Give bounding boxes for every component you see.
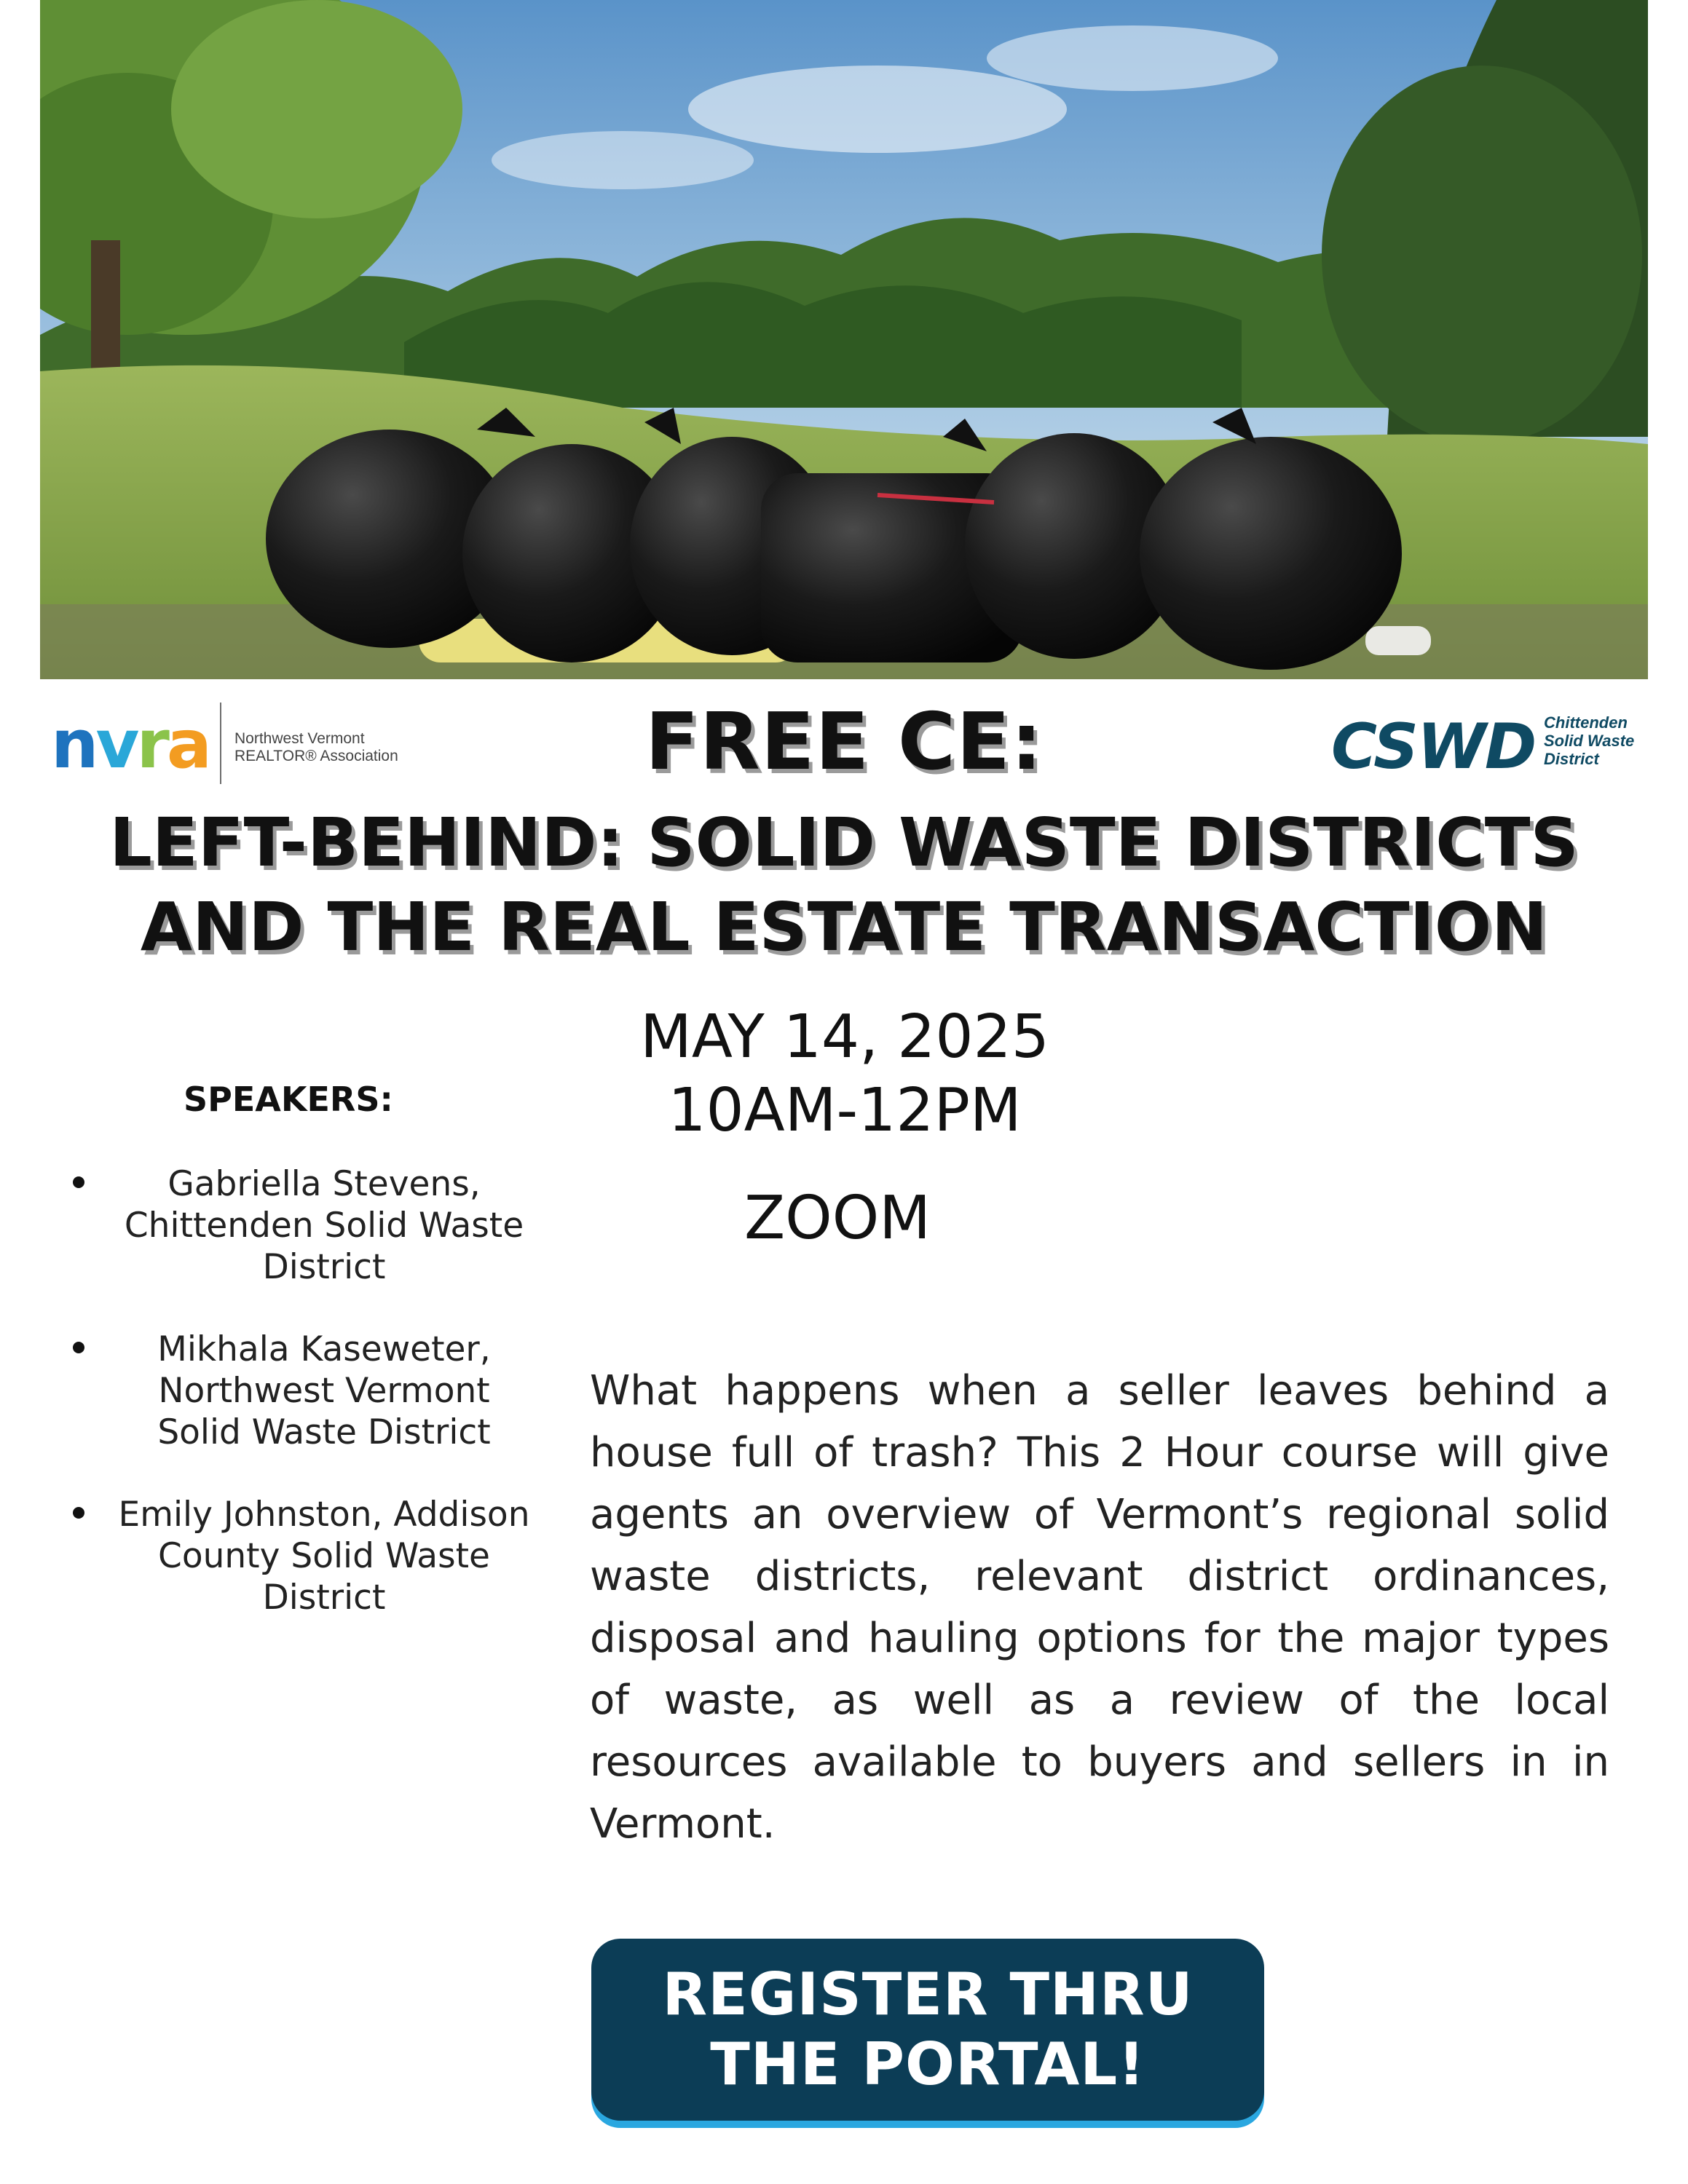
speaker-text: Emily Johnston, Addison County Solid Waste District bbox=[118, 1495, 530, 1618]
event-date: MAY 14, 2025 bbox=[640, 1002, 1049, 1072]
register-button[interactable] bbox=[591, 1939, 1264, 2121]
bullet-icon bbox=[73, 1507, 84, 1519]
bullet-icon bbox=[73, 1176, 84, 1188]
nvra-association-name: Northwest Vermont REALTOR® Association bbox=[234, 730, 398, 764]
free-ce-heading: FREE CE: bbox=[644, 697, 1044, 788]
hero-photo bbox=[40, 0, 1648, 679]
speakers-heading: SPEAKERS: bbox=[184, 1080, 393, 1119]
cswd-district-name: Chittenden Solid Waste District bbox=[1544, 713, 1635, 768]
bullet-icon bbox=[73, 1342, 84, 1353]
speaker-text: Gabriella Stevens, Chittenden Solid Waste District bbox=[124, 1164, 524, 1287]
nvra-wordmark: nvra bbox=[51, 705, 209, 783]
cswd-wordmark: CSWD bbox=[1331, 711, 1536, 783]
course-title-line-2: AND THE REAL ESTATE TRANSACTION bbox=[140, 888, 1548, 966]
event-platform: ZOOM bbox=[744, 1184, 931, 1253]
register-button-label: REGISTER THRU THE PORTAL! bbox=[662, 1961, 1194, 2098]
course-title bbox=[0, 801, 1688, 970]
course-description: What happens when a seller leaves behind a house full of trash? This 2 Hour course will give agents an overview of Vermont’s regional solid waste districts, relevant district ordinances, disposal and hauling options for the major types of waste, as well as a review of the local resources available to buyers and sellers in in Vermont. bbox=[590, 1367, 1609, 1848]
course-title-line-1: LEFT-BEHIND: SOLID WASTE DISTRICTS bbox=[109, 804, 1579, 882]
event-time: 10AM-12PM bbox=[668, 1076, 1022, 1145]
speaker-text: Mikhala Kaseweter, Northwest Vermont Solid Waste District bbox=[157, 1329, 491, 1452]
